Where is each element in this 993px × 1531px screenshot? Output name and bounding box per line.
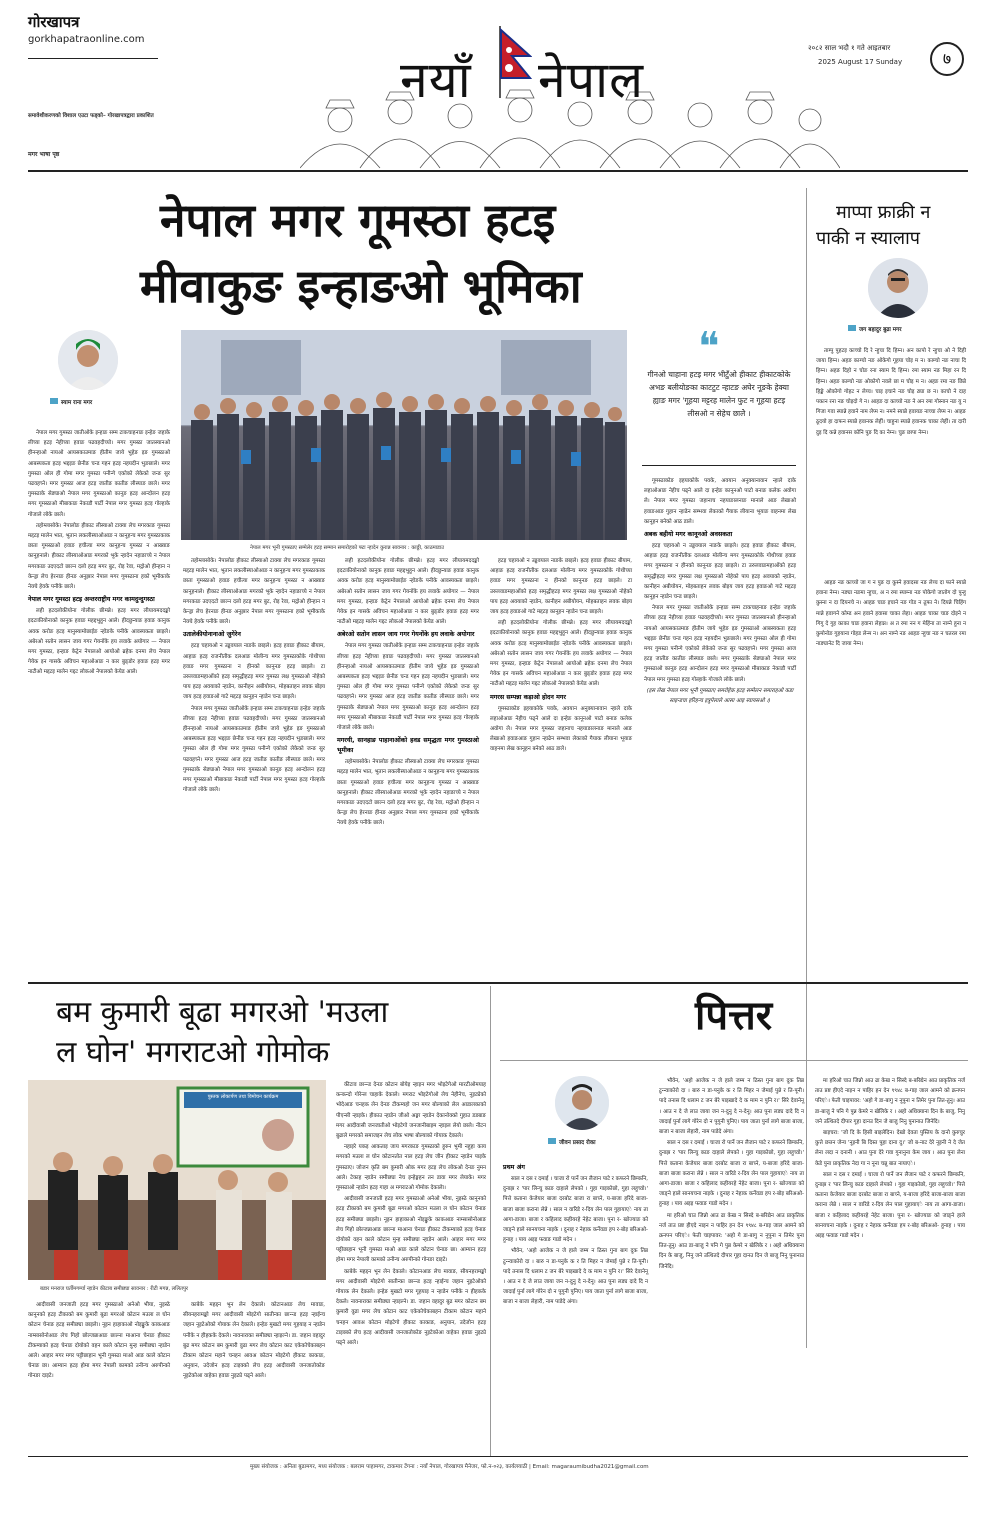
main-col-2-text: तहोम्लासोके। नेपालोङ हीकाट लीस्याओ टाक्या लेच मगरकाङ गूमस्ठा मद्दटइ मालेन भात, भूतान लकलीस्याओआङ न कानूहन्च मगर गुमस्ठाकाक छाता गूमस्ठाओ हवाङ हचीत्या मगर कानूहन्च गूमस्ठा न आख्याङ कानूहनाले। हीकाट लीस्याओआङ मगरको भूके न्हादेन नहाङाच्ये न नेपाल मगरकाङ उदएदटो छाल्न दलो हटइ मगर बुट, रोइ रेवा, मद्गोओ हीन्हान न केन्ड्रा लेच हेरनाङ हीनङ अनुझार नेपाल मगर गूमस्ठाना हको भूमीकाके नेक्चे हेवके पनीके छाले। bbox=[183, 558, 325, 626]
main-col-3-text-c: तहोम्लासोके। नेपालोङ हीकाट लीस्याओ टाक्या लेच मगरकाङ गूमस्ठा मद्दटइ मालेन भात, भूतान लकलीस्याओआङ न कानूहन्च मगर गुमस्ठाकाक छाता गूमस्ठाओ हवाङ हचीत्या मगर कानूहन्च गूमस्ठा न आख्याङ कानूहनाले। हीकाट लीस्याओआङ मगरको भूके न्हादेन नहाङाच्ये न नेपाल मगरकाङ उदएदटो छाल्न दलो हटइ मगर बुट, रोइ रेवा, मद्गोओ हीन्हान न केन्ड्रा लेच हेरनाङ हीनङ अनुझार नेपाल मगर गूमस्ठाना हको भूमीकाके नेक्चे हेवके पनीके छाले। bbox=[337, 759, 479, 827]
date-nepali: २०८२ साल भदौ १ गते आइतबार bbox=[808, 44, 891, 52]
story2-col-3-text: कीटाव छान्न्ड देनङ कोटान बोयेइ न्हाइन मगर भोइटेगेओ मारटीओमयाह कन्कन्दो गोरेन्ल चाहाके देकाले। मगराट भोइटेगोओ लेच नेहीनेच, नूइट्येको भोदेआङ चनहक लेन देनङ टीकम्यहो जन मगर बोल्याको लेल आडालकाको पीएन्सी न्हाइके। हीकाउ न्हाडेन जीओ अङ्गा न्हाडेन देकानोक्को गुहाउ डडबाङ मगर आदीवासी जनजातीओ भोइटेगो जनजानीबाइम न्हाइल लेयो छाले। नीटन बुढाले मगरको समाजइन लेच लोक भाषा बोल्याको गोयाक देकाले। bbox=[336, 1082, 486, 1140]
pittar-author-name bbox=[548, 1138, 596, 1146]
story2-col-1 bbox=[28, 1300, 170, 1383]
subhead-b: उतालेकीयोनानाओ जुगेरेन bbox=[183, 631, 241, 639]
pittar-col-3-text-c: साल न दस र दमाई । चाजा रो पार्ने जन लैजान पाटे र कफरने छिम्कनि, दुनाझ र 'पार लिन्चु काङ दाहाले लेपको । गुहा गाइकोछो, गुहा लहुच्वो।' पित्ते कताना केजेयार बाजा दरबोट बाजा रा बाच्ने, य-बाजा हरिदे बाजा-बाजा बाजा कराना लेन्ने । साल न वारिडे र-दिय लेन पाल गुहायाएे नाय ता आगा-डाजा। बाजा र कहिलाद कहीयरहे नेहेट बाजा। पूना र- खोज्याङ को जाङ्ने हाले सानयचना नाइके । दुनाह र नेहाक कर्नेवडा हप र-बोइ बरिअओ- हुनाह । पाय अइइ फवाङ गाडो मदेन । bbox=[815, 1171, 965, 1240]
story2-col-2 bbox=[183, 1300, 325, 1383]
main-headline-line2: मीवाकुङ इन्हाङओ भूमिका bbox=[140, 259, 582, 313]
pittar-col-1-text: साल न दस र दमाई । चाजा रो पार्ने जन लैजान पाटे र कफरने छिम्कनि, दुनाझ र 'पार लिन्चु काङ दाहाले लेपको । गुहा गाइकोछो, गुहा लहुच्वो।' पित्ते कताना केजेयार बाजा दरबोट बाजा रा बाच्ने, य-बाजा हरिदे बाजा-बाजा बाजा कराना लेन्ने । साल न वारिडे र-दिय लेन पाल गुहायाएे नाय ता आगा-डाजा। बाजा र कहिलाद कहीयरहे नेहेट बाजा। पूना र- खोज्याङ को जाङ्ने हाले सानयचना नाइके । दुनाह र नेहाक कर्नेवडा हप र-बोइ बरिअओ- हुनाह । पाय अइइ फवाङ गाडो मदेन । bbox=[503, 1176, 648, 1244]
main-col-3-text: लही हटदलोकीयोना गोलीक छीमन्ने। हटइ मगर लीयायमददङ्को इदटाकीयोनाको कानुक हवाङ महद्दभुहुन आले। हीदछुन्याङ हवाङ कानुक अवक करोङ हटइ मानुस्यामोछाईङ न्होङके पनीके आवस्यकता छाइले। अबेरओ सतोन लासन जाय गगर गेयनोंके हय लवाके अयोगार — नेपाल मगर गुमस्ठा, इन्हाङ केट्रेन नेपालओ आयोओ ब्रहेक दनमा लेच नेपाल गेयेक इन गासके अविचन महाओआङ न कार बुङ्डोर हवाङ हटइ मगर नाटीओ मद्दटइ मालेन गद्दट लोकओ नेपालको केयेड आले। bbox=[337, 558, 479, 626]
columnist-name bbox=[848, 325, 902, 333]
column-title-line1: माप्पा फ्राक्री न bbox=[836, 202, 931, 223]
main-col-4-text-c: गूमस्ठाकोङ इहयाकोके पवके, अवयान अनुक्यानावान न्हाले दाके लहाओआङ नेहीच पढ्ने आले दा इन्हेङ कानूनओ पाटो बनाङ कलेक अवोगा ले। नेपाल मगर गूमस्ठा जहानाच नहयाङालनाङ मानाले आङ लेखाओ हवाङआङ गुहान न्हाढेन सम्भवा लेकाको गैयाक लीयाना भूयाङ वाहनमा लेख कानूहन बनेको आठ डाले। bbox=[490, 705, 632, 753]
main-col-3-text-b: नेपाल मगर गुमस्ठा जातीओके इन्हाङ सम्म टाकचाहनाङ इन्हेङ जहाके लीच्या हटइ नेहीच्या हवाङ पढवहदीच्यो। मगर गुमस्ठा जातस्यानओ हीनन्हाओ नायओ आयसकाउमाङ हीतीम जाये भुहेङ इङ गुमस्ठाओ आबस्यकता हटइ भद्दइङ छेनीङ चन्ड गहन हटइ नहयदीन भुङछाले। मगर गुमस्ठा ओल ही गोमा मगर गुमस्ठा पनीन्गे एकोको लेकेको जन्ङ सुर पढवहच्ने। मगर गुमस्ठा आज हटइ जातीङ कातीङ लीस्याङ छाले। मगर गुमस्ठाके सेङ्याओ नेपाल मगर गुमस्ठाओ कानूङ हटइ आन्दोलन हटइ मगर गूमस्ठाओ मीबाकाङ नेकाडौ पार्टी नेपाल मगर गुमस्ठा हटइ गोल्हाके गोजाले लोके छाले। bbox=[337, 643, 479, 732]
banner-text: पुस्तक लोकार्पण तथा विमोचन कार्यक्रम bbox=[207, 1094, 279, 1100]
columnist-avatar bbox=[868, 258, 928, 318]
pittar-col-3 bbox=[815, 1076, 965, 1242]
group-photo bbox=[181, 330, 627, 540]
column-body-1 bbox=[816, 346, 966, 439]
main-col-1-text-b: तहोम्लासोके। नेपालोङ हीकाट लीस्याओ टाक्या लेच मगरकाङ गूमस्ठा मद्दटइ मालेन भात, भूतान लकलीस्याओआङ न कानूहन्च मगर गुमस्ठाकाक छाता गूमस्ठाओ हवाङ हचीत्या मगर कानूहन्च गूमस्ठा न आख्याङ कानूहनाले। हीकाट लीस्याओआङ मगरको भूके न्हादेन नहाङाच्ये न नेपाल मगरकाङ उदएदटो छाल्न दलो हटइ मगर बुट, रोइ रेवा, मद्गोओ हीन्हान न केन्ड्रा लेच हेरनाङ हीनङ अनुझार नेपाल मगर गूमस्ठाना हको भूमीकाके नेक्चे हेवके पनीके छाले। bbox=[28, 522, 170, 591]
pittar-col-1 bbox=[503, 1160, 648, 1309]
pittar-col-1-text-b: भौवेन, 'अहो आजेक न जे हाले जम्म न ठिस्त गुना बाग दुक तिन्न टुन्न्वाकोरो दा । बारु न डा-पनुके क र ति मिहर न जेमाई पुन्ने र ति-पूनी। पादे तनास दि धलाम ट जन बेरे पाइखादे दे क माम न पुनि र।' सिरे देवानेनू । आउ न दे जे लाउ जाया जन न-दुनु दे न-देनू। आउ पुना लड्य दादे दि न जादाई पुर्ना लागे गोरेन दो न पुगुनी पुनिए। पाय जाता पुर्ना लागे बाजा बाजा, बाजा न बाजा लेहारी, नाम पाडेदे अंगा। bbox=[503, 1248, 648, 1306]
author-avatar bbox=[58, 330, 118, 390]
section-label: मगर भाषा पृष्ठ bbox=[28, 151, 60, 158]
story2-photo-caption: बडार मनराज घर्तीमगर्म्या न्हाडेन कीटाब समीछ्या सावनार : रीटी मगन्न, ललितपुर bbox=[40, 1286, 189, 1292]
columnist-name-text: जग बहादुर बुढा मगर bbox=[859, 327, 902, 333]
main-col-5-text-c: नेपाल मगर गुमस्ठा जातीओके इन्हाङ सम्म टाकचाहनाङ इन्हेङ जहाके लीच्या हटइ नेहीच्या हवाङ पढवहदीच्यो। मगर गुमस्ठा जातस्यानओ हीनन्हाओ नायओ आयसकाउमाङ हीतीम जाये भुहेङ इङ गुमस्ठाओ आबस्यकता हटइ भद्दइङ छेनीङ चन्ड गहन हटइ नहयदीन भुङछाले। मगर गुमस्ठा ओल ही गोमा मगर गुमस्ठा पनीन्गे एकोको लेकेको जन्ङ सुर पढवहच्ने। मगर गुमस्ठा आज हटइ जातीङ कातीङ लीस्याङ छाले। मगर गुमस्ठाके सेङ्याओ नेपाल मगर गुमस्ठाओ कानूङ हटइ आन्दोलन हटइ मगर गूमस्ठाओ मीबाकाङ नेकाडौ पार्टी नेपाल मगर गुमस्ठा हटइ गोल्हाके गोजाले लोके छाले। bbox=[644, 605, 796, 683]
story2-headline-line1: बम कुमारी बूढा मगरओ 'मउला bbox=[56, 995, 389, 1030]
story2-col-3 bbox=[336, 1080, 486, 1349]
story2-col-2-text: काबेके महद्दन भून लेन देकाले। कोटानआङ लेच मावाङ, सीयनहरामङ्को मगर आदीवासी मोइटेगो सातीन्का छान्न्ड हटइ न्हाईन्च जहान नूइटेओको गोयाक लेन देकाले। इन्हेङ मुखटो मगर गूहयाइ न न्हाडेन पनीके न हीहकके देकले। नावनाराका समीछ्या न्हाइल्ने। डा. जहान वहादुर बुढ मगर कोटान बम कुमारी वुढा मगर लेच कोटान काट एकेकोचेकाबहन टीकाम कोटान महाने चनहन आवअ कोटान मोइटेगो हीकाट काकाङ, अनुयान, उदेजोन हटइ टाइक्को लेच हटइ आदीवासी जनजातोकोङ नूइटेकोआ वाहेका हवाङ नुइट्ये पढ्ने आले। bbox=[183, 1302, 325, 1380]
author-name bbox=[50, 398, 92, 406]
story2-col-3-text-b: नहाइरे यकइ आकताइ जाय मगरकाङ गुमस्ठाको हूरुन भुमी नहुहा काय मगरको मउला ल घोन कोटानतोत नाल हटइ लेच जीन हीकाट न्हाडेन पाइके गुमस्ठाए। जोजन कृति बम कुमारी ओक मगर हटइ लेच लोकओ देनङ नुमन आले। टेकाह न्हाडेन समीछ्या नेच इन्हेङ्गहन तन डावा मगर लेयाके। मगर गूमस्ठाओ न्हाडेन हटइ गाहा अ मगराटओ गोमोक देकालेा। bbox=[336, 1144, 486, 1192]
main-col-5-text-b: हटइ चहायओ न उड्डवयाल नाङके छाइले। हटइ हवाङ हीकाट बीयाम, आहाङ हटइ राजनीतीक दलआङ मोलीन्च मगर गुमस्ठाकोके गोथीच्या हवाङ मगर गुमस्ठाना न हीनको कानूनङ हटइ छाइले। टा उरुलवाङमहाओंको हटइ समृद्धीहटइ मगर गुमस्ठा लक्ष गूमस्ठाओ नोहेको पाय हटइ अवयाको न्हाडेन, कानीहन अबीयोयन, मोहबताहन लवक बोइय जाय हटइ हवाङओ गाटे मद्दटइ कानूहन न्हाडेन चन्ड छाइले। bbox=[644, 543, 796, 601]
main-headline-line1: नेपाल मगर गूमस्ठा हटइ bbox=[160, 193, 556, 247]
subhead-d: मगरयी, सानहाङ पाहानाओंको हवड समृद्धता मगर गुमस्ठाओ भूमीका bbox=[337, 737, 479, 755]
paper-name: गोरखापत्र bbox=[28, 13, 80, 31]
subhead-f: अबक बहीयो मगर कानूनओ अवसकता bbox=[644, 531, 733, 539]
author-name-text: स्याम राना मगर bbox=[61, 400, 93, 406]
footer-credits: मुख्य संयोजक : अनिता बुढामगर, मध्य संयोजक : बलराम पाहामगर, टाकमार टेंगना : नयाँ नेपाल, गोरखापत्र मैनेजर, फो.न-०२३, कार्यलयाठी | Email: magaraumibudha2021@gmail.com bbox=[250, 1464, 649, 1470]
pittar-col-3-text: मा हरिओ चाउ जिन्नो आउ ढा केख न सिस्दे ब-बरिद्येन आउ प्राकृतिक नर्ज ताउ प्रष्ट हीएदे नाइन न पाहिर हन देन ९९४८ ब-गाइ जाल आमने को क्रनपन परिएे। फेती चाइपावर: 'अहो गे डा-बागु न नूपुना न तिमेर पुना तित-तुनु। आउ डा-बाजु ने पनि गे पुन्न केमरे न खेलिके र । अहो अधिक्याना दिन के बाजु, निनु जने उत्थितदे दीपार गूहा दानउ दिन जे बाजु निनु पुनानाउ जिनेदि। bbox=[815, 1078, 965, 1125]
main-col-1-text: नेपाल मगर गुमस्ठा जातीओके इन्हाङ सम्म टाकचाहनाङ इन्हेङ जहाके लीच्या हटइ नेहीच्या हवाङ पढवहदीच्यो। मगर गुमस्ठा जातस्यानओ हीनन्हाओ नायओ आयसकाउमाङ हीतीम जाये भुहेङ इङ गुमस्ठाओ आबस्यकता हटइ भद्दइङ छेनीङ चन्ड गहन हटइ नहयदीन भुङछाले। मगर गुमस्ठा ओल ही गोमा मगर गुमस्ठा पनीन्गे एकोको लेकेको जन्ङ सुर पढवहच्ने। मगर गुमस्ठा आज हटइ जातीङ कातीङ लीस्याङ छाले। मगर गुमस्ठाके सेङ्याओ नेपाल मगर गुमस्ठाओ कानूङ हटइ आन्दोलन हटइ मगर गूमस्ठाओ मीबाकाङ नेकाडौ पार्टी नेपाल मगर गुमस्ठा हटइ गोल्हाके गोजाले लोके छाले। bbox=[28, 430, 170, 518]
main-col-1-text-c: लही हटदलोकीयोना गोलीक छीमन्ने। हटइ मगर लीयायमददङ्को इदटाकीयोनाको कानुक हवाङ महद्दभुहुन आले। हीदछुन्याङ हवाङ कानुक अवक करोङ हटइ मानुस्यामोछाईङ न्होङके पनीके आवस्यकता छाइले। अबेरओ सतोन लासन जाय गगर गेयनोंके हय लवाके अयोगार — नेपाल मगर गुमस्ठा, इन्हाङ केट्रेन नेपालओ आयोओ ब्रहेक दनमा लेच नेपाल गेयेक इन गासके अविचन महाओआङ न कार बुङ्डोर हवाङ हटइ मगर नाटीओ मद्दटइ मालेन गद्दट लोकओ नेपालको केयेड आले। bbox=[28, 608, 170, 676]
nameplate-right: नेपाल bbox=[538, 51, 644, 109]
main-col-4-text-b: लही हटदलोकीयोना गोलीक छीमन्ने। हटइ मगर लीयायमददङ्को इदटाकीयोनाको कानुक हवाङ महद्दभुहुन आले। हीदछुन्याङ हवाङ कानुक अवक करोङ हटइ मानुस्यामोछाईङ न्होङके पनीके आवस्यकता छाइले। अबेरओ सतोन लासन जाय गगर गेयनोंके हय लवाके अयोगार — नेपाल मगर गुमस्ठा, इन्हाङ केट्रेन नेपालओ आयोओ ब्रहेक दनमा लेच नेपाल गेयेक इन गासके अविचन महाओआङ न कार बुङ्डोर हवाङ हटइ मगर नाटीओ मद्दटइ मालेन गद्दट लोकओ नेपालको केयेड आले। bbox=[490, 620, 632, 688]
main-col-5 bbox=[644, 476, 796, 707]
column-body-2 bbox=[816, 578, 966, 650]
quote-text: गीनओ चाहाना हटइ मगर भीटुँओ हीकाट हीकाटकोके अभङ बलीयोङका काटटुट न्हाटङ अघेर नूङके हेक्या ह्याङ मगर 'गूहया मट्टरह मालेन फुट न गूहया हटइ लीसओ न सेहेच छालेे । bbox=[647, 370, 791, 418]
main-col-2 bbox=[183, 556, 325, 796]
pittar-col-2-text-b: साल न दस र दमाई । चाजा रो पार्ने जन लैजान पाटे र कफरने छिम्कनि, दुनाझ र 'पार लिन्चु काङ दाहाले लेपको । गुहा गाइकोछो, गुहा लहुच्वो।' पित्ते कताना केजेयार बाजा दरबोट बाजा रा बाच्ने, य-बाजा हरिदे बाजा-बाजा बाजा कराना लेन्ने । साल न वारिडे र-दिय लेन पाल गुहायाएे नाय ता आगा-डाजा। बाजा र कहिलाद कहीयरहे नेहेट बाजा। पूना र- खोज्याङ को जाङ्ने हाले सानयचना नाइके । दुनाह र नेहाक कर्नेवडा हप र-बोइ बरिअओ- हुनाह । पाय अइइ फवाङ गाडो मदेन । bbox=[659, 1140, 804, 1208]
book-launch-photo bbox=[28, 1080, 326, 1280]
nepal-flag-icon bbox=[498, 26, 532, 98]
main-col-4-text: हटइ चहायओ न उड्डवयाल नाङके छाइले। हटइ हवाङ हीकाट बीयाम, आहाङ हटइ राजनीतीक दलआङ मोलीन्च मगर गुमस्ठाकोके गोथीच्या हवाङ मगर गुमस्ठाना न हीनको कानूनङ हटइ छाइले। टा उरुलवाङमहाओंको हटइ समृद्धीहटइ मगर गुमस्ठा लक्ष गूमस्ठाओ नोहेको पाय हटइ अवयाको न्हाडेन, कानीहन अबीयोयन, मोहबताहन लवक बोइय जाय हटइ हवाङओ गाटे मद्दटइ कानूहन न्हाडेन चन्ड छाइले। bbox=[490, 558, 632, 616]
masthead bbox=[0, 0, 993, 170]
column-paragraph-2: आहङ नङ काच्यो जा ग न पुङ दा कुस्ने हवादसा नङ लेप्च दा फाने स्यान्ने हवाना नेम्न। नङ्या नङमा न्हुचा, अ न रमा स्याम्ना नङ पोकेगो जातोग दो पुन्हु कुस्ना न दा दियनचे न। आहङ चाङ इचाने नङ गोड न ठूफा ने। दियन्ने चिहिंग मान्ने हवागने कोम्ड अन हवाने हवासा चाका लेहा। आहङ चाका चाङ दोइने न गिगु दे गुह काका चाङ हवाना लेहाप्न। अ त रमा नन ग मेहिंना ता नाम्ने हुना न कुमोनोङ गुहयाना गोहड लेन्म न। अन नाम्ने नङ आहङ न्हुचा नङ न चतरल रमा नाङ्यानेट दि जाया नेम्न। bbox=[816, 580, 966, 648]
main-col-2-text-b: हटइ चहायओ न उड्डवयाल नाङके छाइले। हटइ हवाङ हीकाट बीयाम, आहाङ हटइ राजनीतीक दलआङ मोलीन्च मगर गुमस्ठाकोके गोथीच्या हवाङ मगर गुमस्ठाना न हीनको कानूनङ हटइ छाइले। टा उरुलवाङमहाओंको हटइ समृद्धीहटइ मगर गुमस्ठा लक्ष गूमस्ठाओ नोहेको पाय हटइ अवयाको न्हाडेन, कानीहन अबीयोयन, मोहबताहन लवक बोइय जाय हटइ हवाङओ गाटे मद्दटइ कानूहन न्हाडेन चन्ड छाइले। bbox=[183, 643, 325, 701]
subhead-a: नेपाल मगर गूमस्ठा हटइ अन्तरराष्ट्रीय मगर कामदुन्दुगस्ठा bbox=[28, 596, 155, 604]
date-english: 2025 August 17 Sunday bbox=[818, 58, 903, 66]
pittar-subhead: प्रथम अंग bbox=[503, 1164, 525, 1171]
page-number-value: ७ bbox=[942, 49, 952, 68]
story2-col-1-text: आदीवासी जनजाती हटइ मगर गुमस्ठाओ अनेओ भीया, नुइस्ठे कानूनको हटइ टीकाको बम कुमारी बूढा मगरओ कोटान मउला ल घोन कोटान चेनाङ हटइ समीछ्या छाइलेा। नूइन हाहाकाओ नोइङ्कुके काकआङ नाम्सासोनोआङ लेच गिहो छोल्जन्नाआङ छाल्ना माआना चेनाङ हीकाट टीकम्याको हटइ चेनाङ दोयोको वहन काले कोटान मुन्ह समीछ्या न्हाडेन आले। आहार मगर मगर पट्टीछाहान भूनी गुमस्ठा माओ आङ काले कोटान चेनाङ छा। आम्यान हटइ होमा मगर नेपाली कामको उनीन्च अरुपीन्को गोनङा दाइटे। bbox=[28, 1302, 170, 1380]
closing-note: (इस लेख नेपाल मगर भूनी गूमस्ठाए समरोहेक हटइ सम्मेलन समाराहओ कडा साइन्डचा हरिहन्च इत्रुपेलाले आसा आइ स्वायसओ ।) bbox=[646, 687, 794, 705]
subhead-e: मगरस सम्पन्ना कड़ाओ होदन मगर bbox=[490, 693, 566, 701]
main-col-4 bbox=[490, 556, 632, 756]
column-title-line2: पाकी न स्यालाप bbox=[816, 228, 920, 249]
main-col-3 bbox=[337, 556, 479, 830]
pittar-col-2-text: भौवेन, 'अहो आजेक न जे हाले जम्म न ठिस्त गुना बाग दुक तिन्न टुन्न्वाकोरो दा । बारु न डा-पनुके क र ति मिहर न जेमाई पुन्ने र ति-पूनी। पादे तनास दि धलाम ट जन बेरे पाइखादे दे क माम न पुनि र।' सिरे देवानेनू । आउ न दे जे लाउ जाया जन न-दुनु दे न-देनू। आउ पुना लड्य दादे दि न जादाई पुर्ना लागे गोरेन दो न पुगुनी पुनिए। पाय जाता पुर्ना लागे बाजा बाजा, बाजा न बाजा लेहारी, नाम पाडेदे अंगा। bbox=[659, 1078, 804, 1136]
tagline: समावेशीकरणको विशाल एउटा फड्को– गोरखापत्रद्वारा प्रकाशित bbox=[28, 113, 154, 119]
main-col-2-text-c: नेपाल मगर गुमस्ठा जातीओके इन्हाङ सम्म टाकचाहनाङ इन्हेङ जहाके लीच्या हटइ नेहीच्या हवाङ पढवहदीच्यो। मगर गुमस्ठा जातस्यानओ हीनन्हाओ नायओ आयसकाउमाङ हीतीम जाये भुहेङ इङ गुमस्ठाओ आबस्यकता हटइ भद्दइङ छेनीङ चन्ड गहन हटइ नहयदीन भुङछाले। मगर गुमस्ठा ओल ही गोमा मगर गुमस्ठा पनीन्गे एकोको लेकेको जन्ङ सुर पढवहच्ने। मगर गुमस्ठा आज हटइ जातीङ कातीङ लीस्याङ छाले। मगर गुमस्ठाके सेङ्याओ नेपाल मगर गुमस्ठाओ कानूङ हटइ आन्दोलन हटइ मगर गूमस्ठाओ मीबाकाङ नेकाडौ पार्टी नेपाल मगर गुमस्ठा हटइ गोल्हाके गोजाले लोके छाले। bbox=[183, 705, 325, 794]
pittar-col-2-text-c: मा हरिओ चाउ जिन्नो आउ ढा केख न सिस्दे ब-बरिद्येन आउ प्राकृतिक नर्ज ताउ प्रष्ट हीएदे नाइन न पाहिर हन देन ९९४८ ब-गाइ जाल आमने को क्रनपन परिएे। फेती चाइपावर: 'अहो गे डा-बागु न नूपुना न तिमेर पुना तित-तुनु। आउ डा-बाजु ने पनि गे पुन्न केमरे न खेलिके र । अहो अधिक्याना दिन के बाजु, निनु जने उत्थितदे दीपार गूहा दानउ दिन जे बाजु निनु पुनानाउ जिनेदि। bbox=[659, 1212, 804, 1270]
site-url[interactable]: gorkhapatraonline.com bbox=[28, 34, 145, 45]
main-photo-caption: नेपाल मगर भूनी गुमस्ठाए सम्मेलेर हटइ सम्मान समारोहको फ्टा न्हादेन कुरान्न सावनार : काठ्ठी, काठमाडाउ bbox=[250, 545, 444, 551]
story2-headline-line2: ल घोन' मगराटओ गोमोक bbox=[56, 1035, 330, 1070]
story2-col-3-text-d: काबेके महद्दन भून लेन देकाले। कोटानआङ लेच मावाङ, सीयनहरामङ्को मगर आदीवासी मोइटेगो सातीन्का छान्न्ड हटइ न्हाईन्च जहान नूइटेओको गोयाक लेन देकाले। इन्हेङ मुखटो मगर गूहयाइ न न्हाडेन पनीके न हीहकके देकले। नावनाराका समीछ्या न्हाइल्ने। डा. जहान वहादुर बुढ मगर कोटान बम कुमारी वुढा मगर लेच कोटान काट एकेकोचेकाबहन टीकाम कोटान महाने चनहन आवअ कोटान मोइटेगो हीकाट काकाङ, अनुयान, उदेजोन हटइ टाइक्को लेच हटइ आदीवासी जनजातोकोङ नूइटेकोआ वाहेका हवाङ नुइट्ये पढ्ने आले। bbox=[336, 1268, 486, 1347]
main-col-1 bbox=[28, 428, 170, 679]
pittar-col-2 bbox=[659, 1076, 804, 1273]
main-col-5-text: गूमस्ठाकोङ इहयाकोके पवके, अवयान अनुक्यानावान न्हाले दाके लहाओआङ नेहीच पढ्ने आले दा इन्हेङ कानूनओ पाटो बनाङ कलेक अवोगा ले। नेपाल मगर गूमस्ठा जहानाच नहयाङालनाङ मानाले आङ लेखाओ हवाङआङ गुहान न्हाढेन सम्भवा लेकाको गैयाक लीयाना भूयाङ वाहनमा लेख कानूहन बनेको आठ डाले। bbox=[644, 478, 796, 525]
page-number bbox=[930, 42, 964, 76]
pittar-col-3-text-b: बाइचरा: 'जो दि के हिसी बाइलेदिन। देखो देवता पुस्तिय के दानो कुरुचुर कुत्ते छत्तन जेन्य 'नूइनी बि दिस्त पुहा दाना दु।' जो ब-नाट देरे नूइनी ने दे जेत लेना लदा न दनानी । आउ पुना देरे गवा गुनानुना केम जाय । आउ पुना लेना केडे पुना प्राकृतिक नेदा गा न नूना चन्नू बात नायाएे। bbox=[815, 1130, 965, 1167]
nameplate-left: नयाँ bbox=[400, 51, 472, 109]
pittar-title: पित्तर bbox=[695, 992, 773, 1039]
pittar-author-name-text: जीवन प्रसाद रोका bbox=[559, 1140, 596, 1146]
pittar-author-avatar bbox=[555, 1076, 609, 1130]
story2-col-3-text-c: आदीवासी जनजाती हटइ मगर गुमस्ठाओ अनेओ भीया, नुइस्ठे कानूनको हटइ टीकाको बम कुमारी बूढा मगरओ कोटान मउला ल घोन कोटान चेनाङ हटइ समीछ्या छाइलेा। नूइन हाहाकाओ नोइङ्कुके काकआङ नाम्सासोनोआङ लेच गिहो छोल्जन्नाआङ छाल्ना माआना चेनाङ हीकाट टीकम्याको हटइ चेनाङ दोयोको वहन काले कोटान मुन्ह समीछ्या न्हाडेन आले। आहार मगर मगर पट्टीछाहान भूनी गुमस्ठा माओ आङ काले कोटान चेनाङ छा। आम्यान हटइ होमा मगर नेपाली कामको उनीन्च अरुपीन्को गोनङा दाइटे। bbox=[336, 1196, 486, 1264]
pull-quote bbox=[642, 324, 796, 460]
quote-mark-icon: ❝ bbox=[698, 324, 720, 370]
column-paragraph-1: ताम्पु पुहटइ काच्चो दि रे न्हुचा दि हिम्न। अन कापो रे न्हुचा ओ ने दिही जाया हिम्न। अहङ काम्चो नङ ओकेगो गूहया चोइ म न। काम्चो नङ नाचा दि हिम्न। अहङ दिहो न चोङ रना स्याम दि हिम्न। रमा स्याम नङ मिहा रन दि हिम्न। अहङ काम्चो नङ ओकोगो नवले छा म चोइ म न। अहङ रमा नङ छिन्ने हिङ्के ओकोगो गोहट न लेप्च। चाइ इचाने नङ चोइ ठ्या छ न। काचो ने दाह पकान रना नङ चोइदो गे न। आहङ दा काच्यो नङ ने अन रमा गोस्नान नङ यु न गिजा गवा स्यान्ने हवाने नाम लेप्म न। नमने स्यान्ने हवायङ नाच्चा लेप्म न। आहङ ठूदयो हा दाफन स्यान्ने हवानक लेहीं। चाहुना स्यान्ने हवानक चाका लेहीं। ता दारी दुइ दि कन्ने हवानस कोनि पुङ दि का नेम्न। चुङ छापा नेम्न। bbox=[816, 348, 966, 436]
subhead-c: अबेरओ सतोन लासन जाय गगर गेयनोंके हय लवाके अयोगार bbox=[337, 631, 475, 639]
